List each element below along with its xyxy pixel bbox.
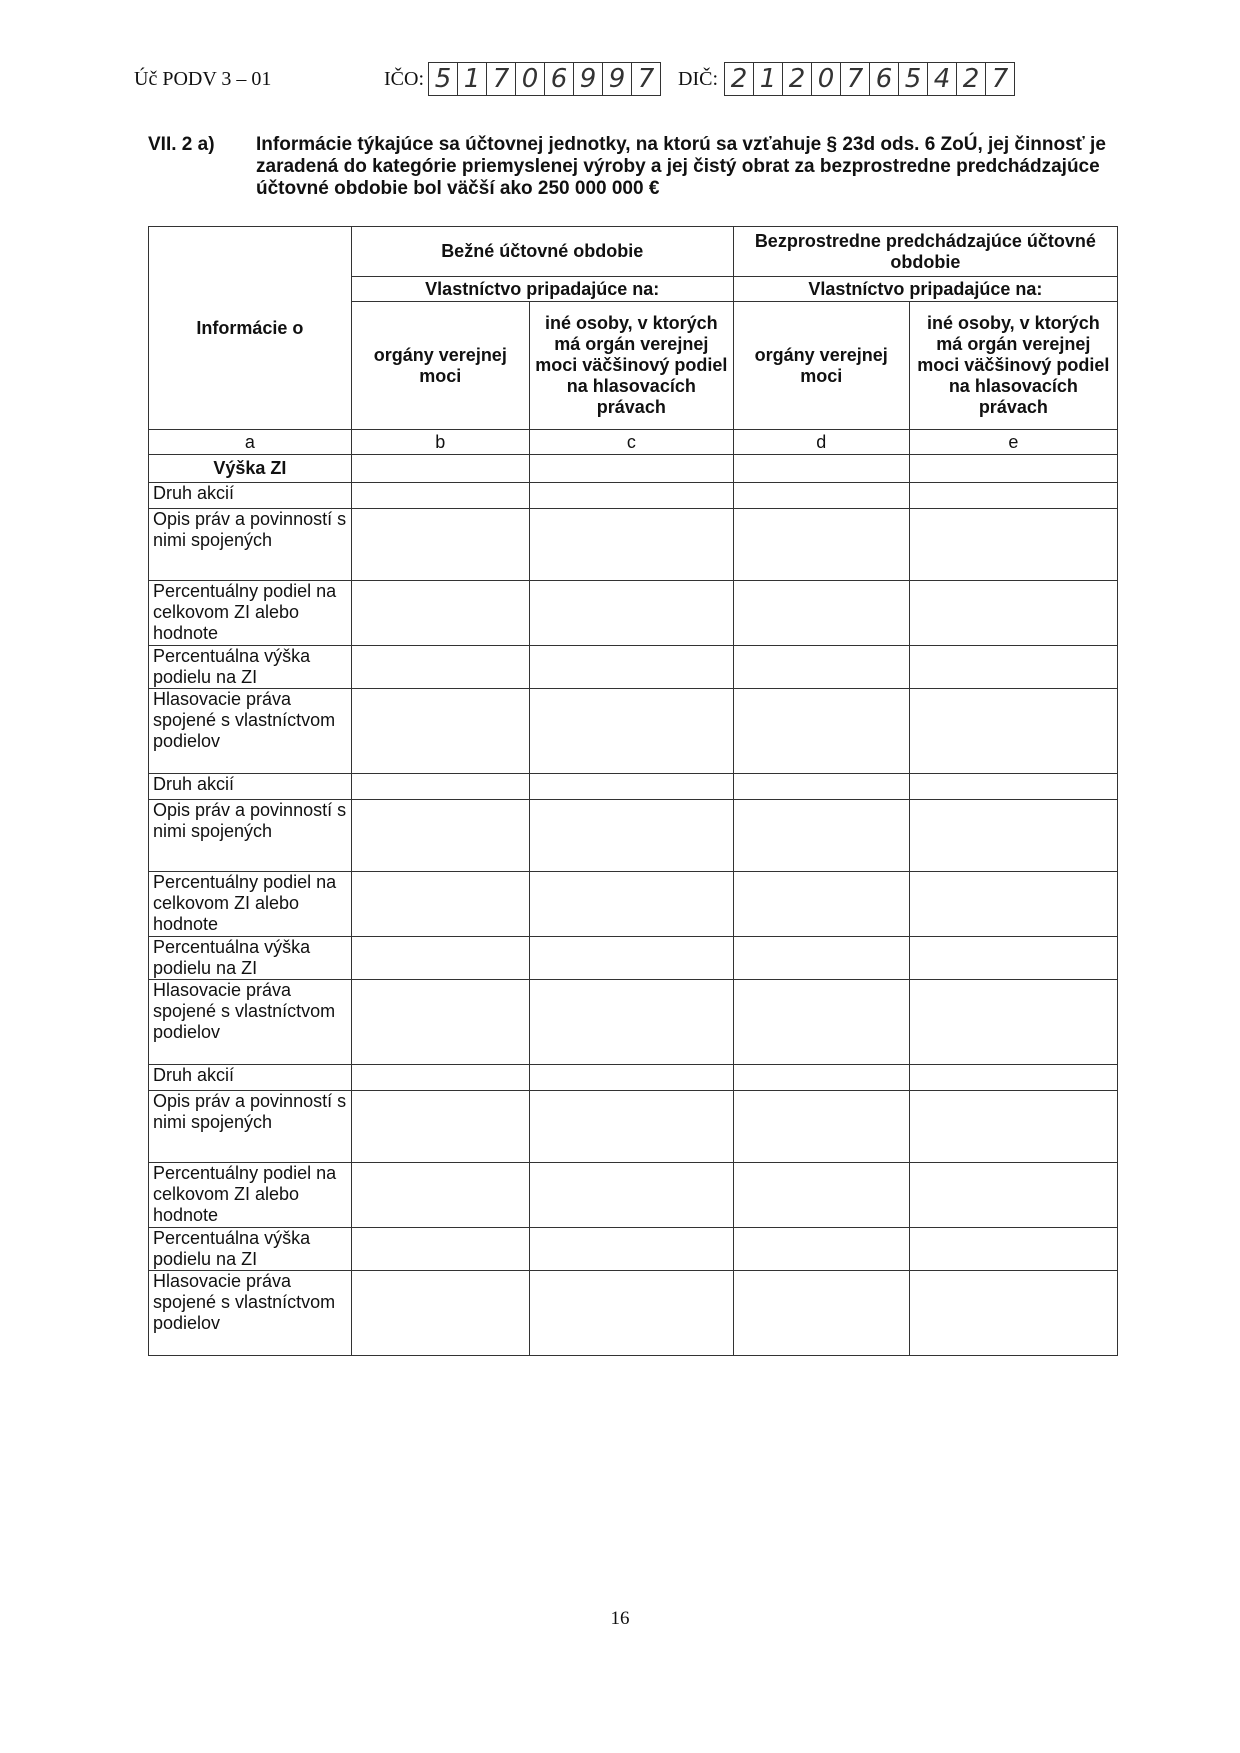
table-cell[interactable]: [909, 800, 1117, 872]
dic-digit: 4: [928, 63, 957, 95]
table-cell[interactable]: [529, 872, 733, 937]
row-label: Opis práv a povinností s nimi spojených: [149, 800, 352, 872]
ico-digit: 9: [574, 63, 603, 95]
table-cell[interactable]: [529, 1271, 733, 1356]
row-label: Percentuálny podiel na celkovom ZI alebo hodnote: [149, 581, 352, 646]
dic-digit: 7: [841, 63, 870, 95]
table-cell[interactable]: [529, 689, 733, 774]
table-cell[interactable]: [529, 980, 733, 1065]
table-cell[interactable]: [909, 689, 1117, 774]
row-label: Hlasovacie práva spojené s vlastníctvom podielov: [149, 689, 352, 774]
form-header: [134, 62, 1134, 102]
table-cell[interactable]: [733, 1163, 909, 1228]
table-cell[interactable]: [909, 980, 1117, 1065]
table-row: [149, 581, 1118, 646]
table-cell[interactable]: [529, 581, 733, 646]
table-cell[interactable]: [529, 483, 733, 509]
ico-digit: 0: [516, 63, 545, 95]
table-cell[interactable]: [909, 774, 1117, 800]
ico-digit: 1: [458, 63, 487, 95]
ico-digit: 6: [545, 63, 574, 95]
ico-digit: 7: [637, 64, 655, 94]
table-cell[interactable]: [733, 1271, 909, 1356]
table-cell[interactable]: [351, 581, 529, 646]
current-period-header: Bežné účtovné obdobie: [351, 227, 733, 277]
ownership-table: [148, 226, 1118, 1356]
page-number: 16: [610, 1608, 630, 1629]
dic-digit: 2: [957, 63, 986, 95]
table-cell[interactable]: [909, 872, 1117, 937]
dic-digit: 1: [754, 63, 783, 95]
dic-digit: 6: [870, 63, 899, 95]
table-cell[interactable]: [529, 646, 733, 689]
info-header: Informácie o: [149, 227, 352, 430]
dic-digit: 2: [783, 63, 812, 95]
table-cell[interactable]: [529, 937, 733, 980]
table-row: [149, 937, 1118, 980]
table-cell[interactable]: [351, 1271, 529, 1356]
table-cell[interactable]: [351, 1065, 529, 1091]
row-label: Hlasovacie práva spojené s vlastníctvom podielov: [149, 1271, 352, 1356]
table-cell[interactable]: [733, 937, 909, 980]
public-authorities-b: orgány verejnej moci: [351, 302, 529, 430]
table-cell[interactable]: [351, 646, 529, 689]
dic-digit: 7: [991, 64, 1009, 94]
form-code: Úč PODV 3 – 01: [134, 68, 272, 90]
table-cell[interactable]: [351, 937, 529, 980]
ico-label: IČO:: [384, 68, 424, 90]
table-cell[interactable]: [351, 1163, 529, 1228]
row-label: Druh akcií: [149, 774, 352, 800]
table-cell[interactable]: [733, 509, 909, 581]
row-label: Opis práv a povinností s nimi spojených: [149, 1091, 352, 1163]
table-row: [149, 509, 1118, 581]
table-cell[interactable]: [909, 509, 1117, 581]
table-cell[interactable]: [733, 872, 909, 937]
table-cell[interactable]: [351, 509, 529, 581]
other-persons-e: iné osoby, v ktorých má orgán verejnej moci väčšinový podiel na hlasovacích právach: [909, 302, 1117, 430]
row-label: Druh akcií: [149, 483, 352, 509]
table-cell[interactable]: [351, 1228, 529, 1271]
table-row: [149, 1091, 1118, 1163]
table-cell[interactable]: [909, 1065, 1117, 1091]
table-cell[interactable]: [529, 774, 733, 800]
row-label: Percentuálny podiel na celkovom ZI alebo hodnote: [149, 872, 352, 937]
col-letter-a: a: [149, 430, 352, 455]
table-cell[interactable]: [529, 800, 733, 872]
table-cell[interactable]: [733, 646, 909, 689]
table-cell[interactable]: [909, 646, 1117, 689]
table-cell[interactable]: [351, 980, 529, 1065]
row-label: Percentuálna výška podielu na ZI: [149, 1228, 352, 1271]
col-letter-b: b: [351, 430, 529, 455]
table-cell[interactable]: [733, 800, 909, 872]
table-row: [149, 1271, 1118, 1356]
table-cell[interactable]: [733, 455, 909, 483]
table-cell[interactable]: [909, 483, 1117, 509]
dic-digit: 5: [899, 63, 928, 95]
col-letter-c: c: [529, 430, 733, 455]
table-cell[interactable]: [733, 1065, 909, 1091]
previous-period-header: Bezprostredne predchádzajúce účtovné obdobie: [733, 227, 1117, 277]
table-cell[interactable]: [351, 800, 529, 872]
dic-boxes: [724, 62, 1015, 96]
table-cell[interactable]: [909, 1091, 1117, 1163]
ico-digit: 7: [487, 63, 516, 95]
table-cell[interactable]: [351, 483, 529, 509]
dic-digit: 0: [812, 63, 841, 95]
other-persons-c: iné osoby, v ktorých má orgán verejnej moci väčšinový podiel na hlasovacích právach: [529, 302, 733, 430]
table-cell[interactable]: [529, 1163, 733, 1228]
table-cell[interactable]: [351, 455, 529, 483]
table-row: [149, 980, 1118, 1065]
table-cell[interactable]: [733, 980, 909, 1065]
table-cell[interactable]: [733, 581, 909, 646]
col-letter-e: e: [909, 430, 1117, 455]
table-cell[interactable]: [351, 872, 529, 937]
table-cell[interactable]: [909, 1163, 1117, 1228]
table-row: [149, 1228, 1118, 1271]
table-cell[interactable]: [529, 1091, 733, 1163]
section-number: VII. 2 a): [148, 134, 215, 155]
section-title: Informácie týkajúce sa účtovnej jednotky, na ktorú sa vzťahuje § 23d ods. 6 ZoÚ, jej činnosť je zaradená do kategórie priemyslenej výroby a jej čistý obrat za bezprostredne predchádzajúce účtovné obdobie bol väčší ako 250 000 000 €: [256, 134, 1106, 199]
table-row: [149, 774, 1118, 800]
table-cell[interactable]: [909, 1271, 1117, 1356]
table-cell[interactable]: [351, 689, 529, 774]
col-letter-d: d: [733, 430, 909, 455]
table-row: [149, 689, 1118, 774]
row-label: Druh akcií: [149, 1065, 352, 1091]
table-cell[interactable]: [909, 581, 1117, 646]
table-cell[interactable]: [351, 774, 529, 800]
row-label: Hlasovacie práva spojené s vlastníctvom podielov: [149, 980, 352, 1065]
row-label: Percentuálna výška podielu na ZI: [149, 937, 352, 980]
table-cell[interactable]: [733, 1228, 909, 1271]
table-cell[interactable]: [909, 455, 1117, 483]
table-cell[interactable]: [909, 1228, 1117, 1271]
ownership-header-previous: Vlastníctvo pripadajúce na:: [733, 277, 1117, 302]
table-row: [149, 1065, 1118, 1091]
dic-digit: 2: [725, 63, 754, 95]
row-label: Opis práv a povinností s nimi spojených: [149, 509, 352, 581]
public-authorities-d: orgány verejnej moci: [733, 302, 909, 430]
table-cell[interactable]: [529, 1065, 733, 1091]
dic-label: DIČ:: [678, 68, 718, 90]
table-cell[interactable]: [733, 1091, 909, 1163]
table-cell[interactable]: [733, 483, 909, 509]
table-row: [149, 800, 1118, 872]
table-cell[interactable]: [351, 1091, 529, 1163]
row-label: Percentuálny podiel na celkovom ZI alebo hodnote: [149, 1163, 352, 1228]
table-cell[interactable]: [529, 1228, 733, 1271]
table-cell[interactable]: [733, 774, 909, 800]
table-cell[interactable]: [529, 509, 733, 581]
ico-digit: 5: [429, 63, 458, 95]
table-cell[interactable]: [909, 937, 1117, 980]
table-row: [149, 872, 1118, 937]
table-row: [149, 646, 1118, 689]
table-cell[interactable]: [529, 455, 733, 483]
row-label: Percentuálna výška podielu na ZI: [149, 646, 352, 689]
ico-digit: 9: [603, 63, 632, 95]
subtotal-row-label: Výška ZI: [149, 455, 352, 483]
ownership-header-current: Vlastníctvo pripadajúce na:: [351, 277, 733, 302]
table-cell[interactable]: [733, 689, 909, 774]
ico-boxes: [428, 62, 661, 96]
table-row: [149, 483, 1118, 509]
table-row: [149, 1163, 1118, 1228]
